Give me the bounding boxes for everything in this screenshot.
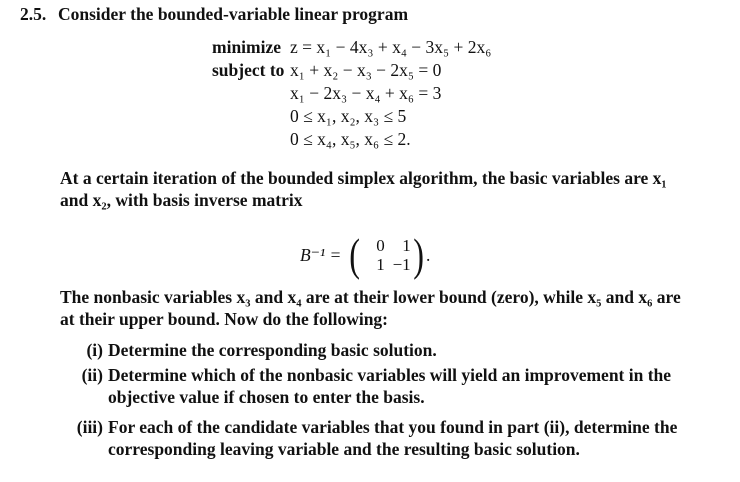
paragraph1-line1: At a certain iteration of the bounded simplex algorithm, the basic variables are x₁ <box>60 168 667 188</box>
paragraph1-line2: and x₂, with basis inverse matrix <box>60 190 303 210</box>
item-number: (i) <box>86 340 103 360</box>
item-number: (ii) <box>81 365 103 385</box>
matrix-cells <box>363 236 411 274</box>
problem-intro: Consider the bounded-variable linear program <box>58 4 409 24</box>
item-text: For each of the candidate variables that you found in part (ii), determine the <box>108 417 678 437</box>
basis-inverse-matrix: B⁻¹ = ( 0 1 1 −1 ) . <box>300 229 431 280</box>
constraint-2: x₁ − 2x₃ − x₄ + x₆ = 3 <box>290 83 442 103</box>
bound-constraint-1: 0 ≤ x₁, x₂, x₃ ≤ 5 <box>290 106 407 126</box>
item-text: corresponding leaving variable and the resulting basic solution. <box>108 439 580 459</box>
matrix-cell: 1 <box>376 255 385 274</box>
subject-to-label: subject to <box>212 60 285 80</box>
minimize-label: minimize <box>212 37 282 57</box>
matrix-label: B⁻¹ = <box>300 244 342 265</box>
matrix-cell: 1 <box>402 236 411 255</box>
problem-number: 2.5. <box>20 4 47 24</box>
objective-function: z = x₁ − 4x₃ + x₄ − 3x₅ + 2x₆ <box>290 37 492 57</box>
paragraph2-line1: The nonbasic variables x₃ and x₄ are at their lower bound (zero), while x₅ and x₆ are <box>60 287 681 307</box>
paragraph2-line2: at their upper bound. Now do the following: <box>60 309 389 329</box>
matrix-cell: 0 <box>376 236 385 255</box>
item-number: (iii) <box>76 417 103 437</box>
item-text: Determine which of the nonbasic variables will yield an improvement in the <box>108 365 672 385</box>
matrix-period: . <box>426 244 431 265</box>
bound-constraint-2: 0 ≤ x₄, x₅, x₆ ≤ 2. <box>290 129 411 149</box>
constraint-1: x₁ + x₂ − x₃ − 2x₅ = 0 <box>290 60 442 80</box>
matrix-cell: −1 <box>392 255 411 274</box>
item-text: objective value if chosen to enter the basis. <box>108 387 425 407</box>
item-text: Determine the corresponding basic solution. <box>108 340 437 360</box>
